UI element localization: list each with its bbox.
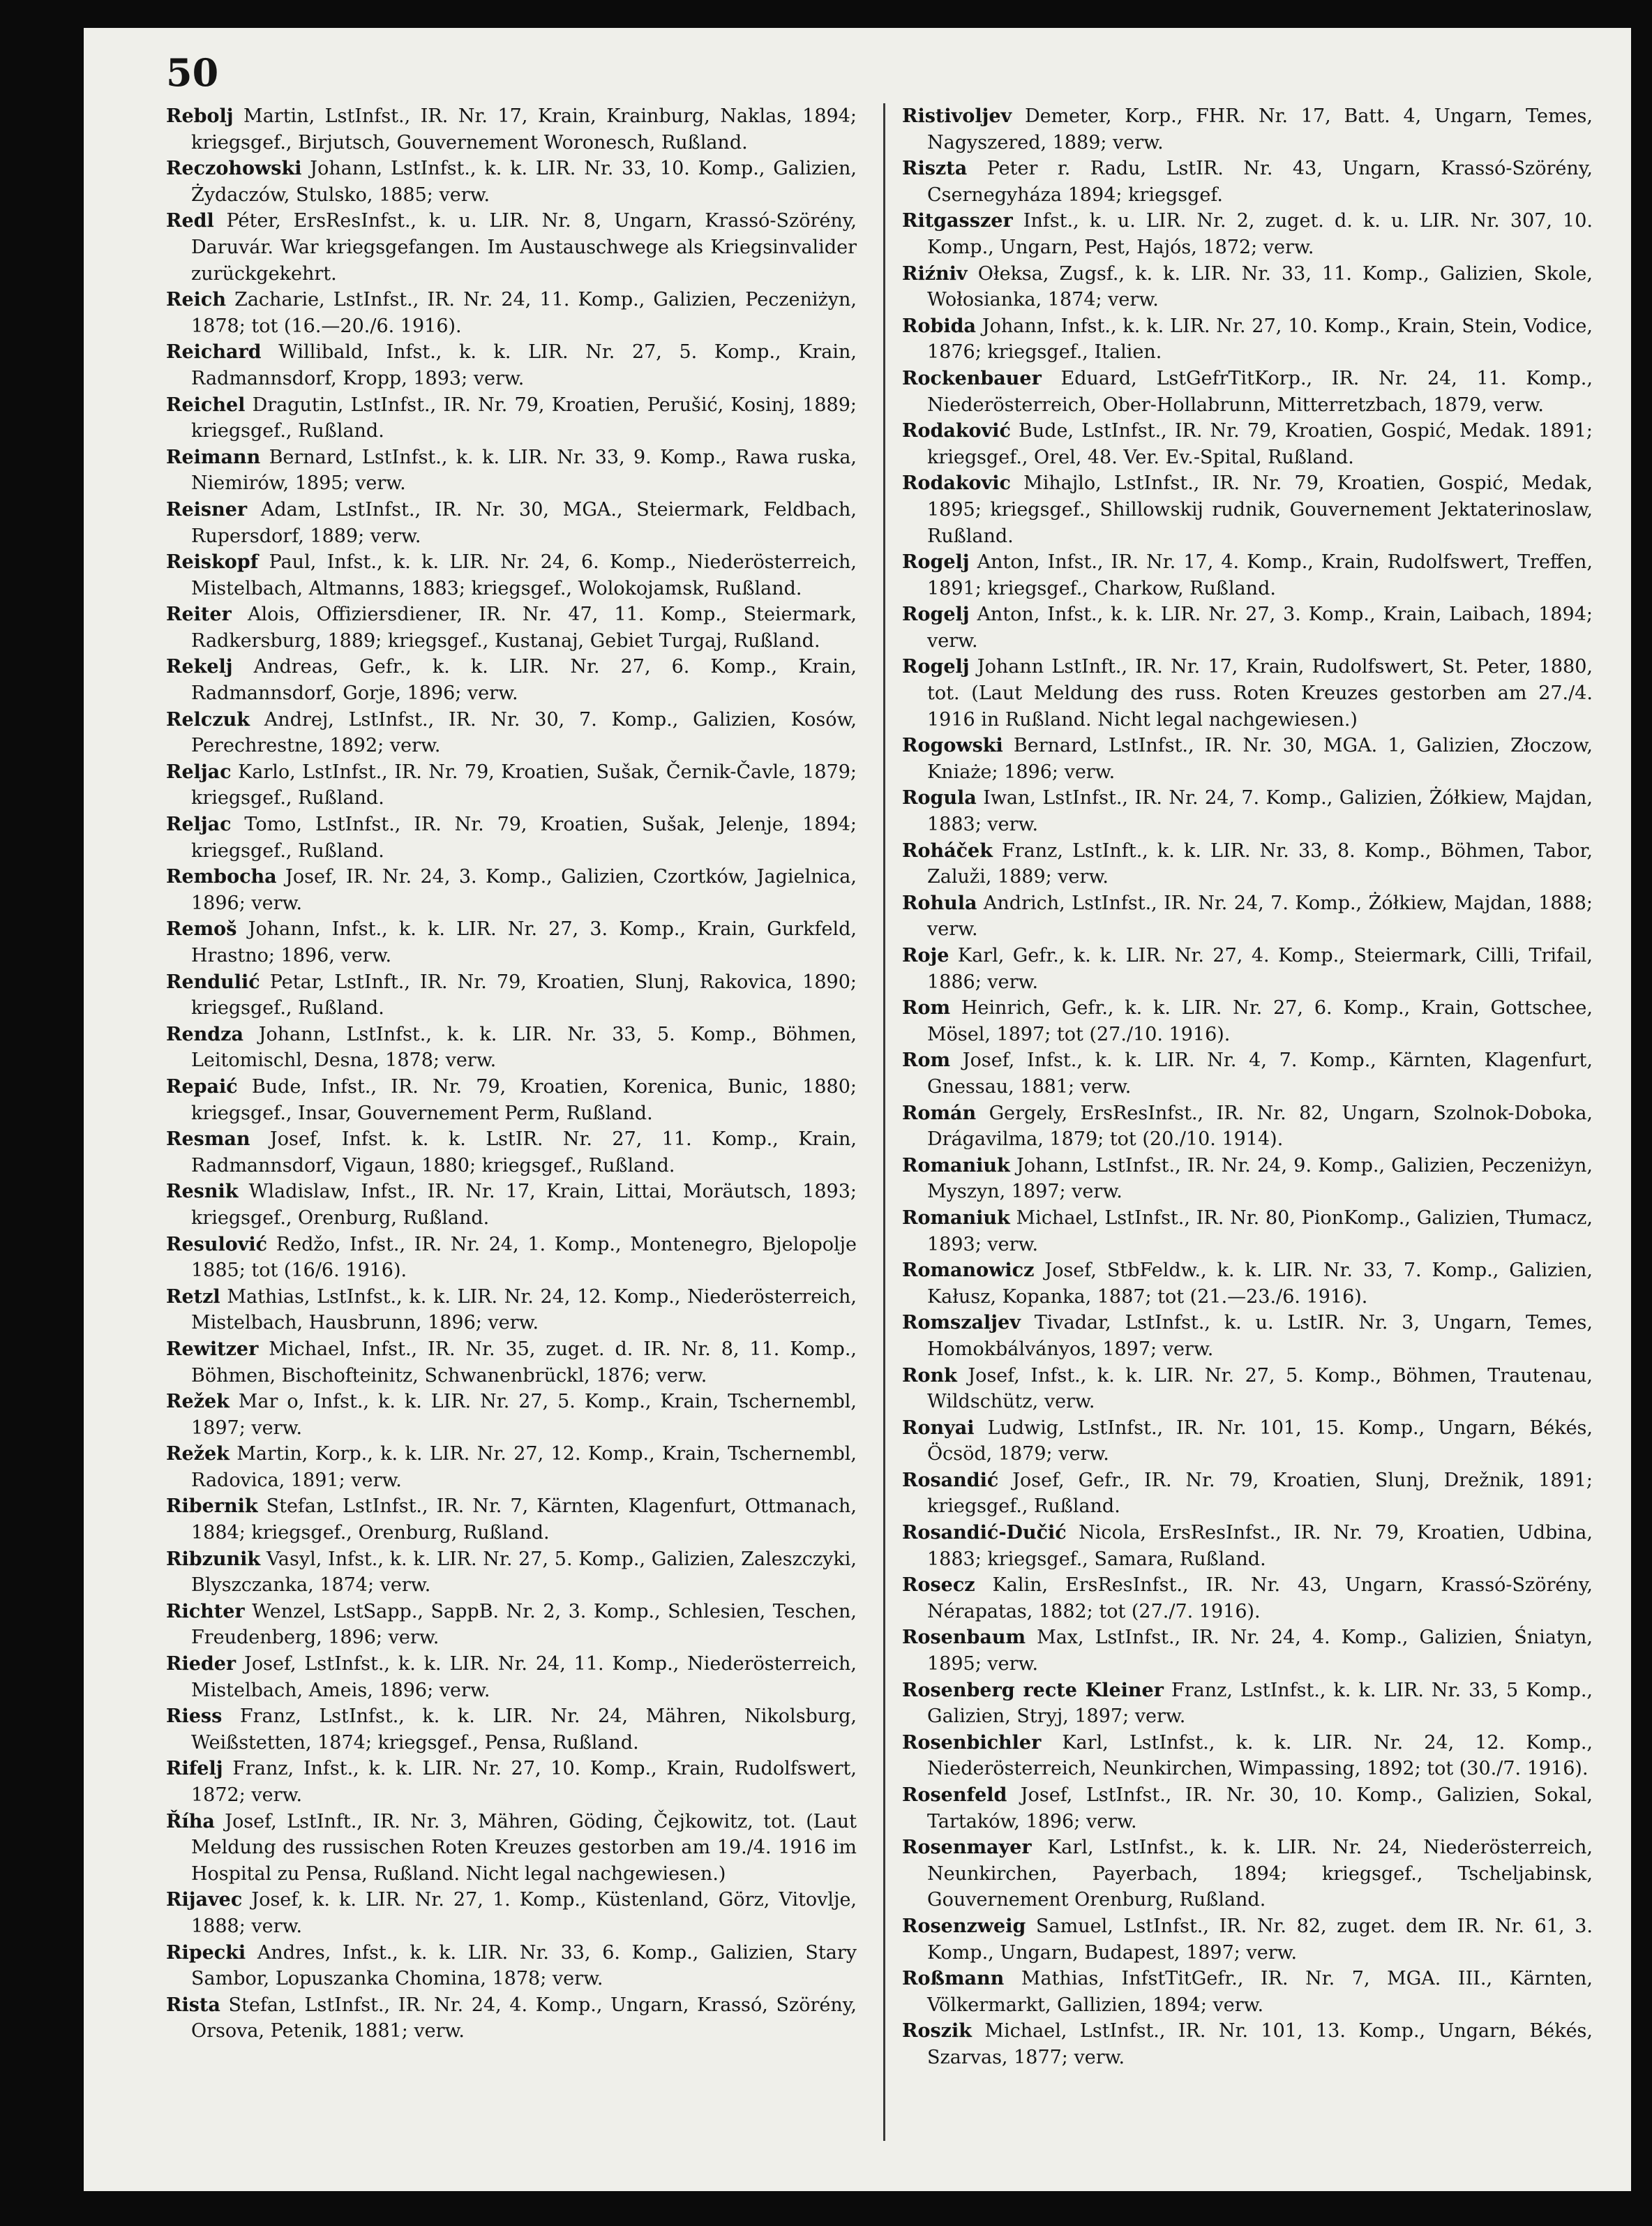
list-item: [902, 1913, 1593, 1966]
entry-text: Heinrich, Gefr., k. k. LIR. Nr. 27, 6. Komp., Krain, Gottschee, Mösel, 1897; tot (27./10. 1916).: [927, 997, 1593, 1045]
list-item: [902, 654, 1593, 733]
list-item: [902, 785, 1593, 837]
list-item: [166, 1703, 857, 1756]
entry-name: Repaić: [166, 1075, 238, 1098]
entry-name: Rosenbichler: [902, 1731, 1042, 1754]
list-item: [166, 1441, 857, 1493]
list-item: [166, 1992, 857, 2045]
entry-text: Michael, Infst., IR. Nr. 35, zuget. d. IR. Nr. 8, 11. Komp., Böhmen, Bischofteinitz, Schwanenbrückl, 1876; verw.: [191, 1338, 857, 1387]
entry-text: Johann LstInft., IR. Nr. 17, Krain, Rudolfswert, St. Peter, 1880, tot. (Laut Meldung des russ. Roten Kreuzes gestorben am 27./4. 1916 in Rußland. Nicht legal nachgewiesen.): [927, 656, 1593, 731]
list-item: [902, 1153, 1593, 1205]
entry-text: Paul, Infst., k. k. LIR. Nr. 24, 6. Komp., Niederösterreich, Mistelbach, Altmanns, 1883; kriegsgef., Wolokojamsk, Rußland.: [191, 551, 857, 599]
list-item: [902, 366, 1593, 418]
entry-name: Román: [902, 1102, 977, 1124]
list-item: [166, 287, 857, 339]
entry-text: Adam, LstInfst., IR. Nr. 30, MGA., Steiermark, Feldbach, Rupersdorf, 1889; verw.: [191, 498, 857, 547]
list-item: [166, 1599, 857, 1651]
list-item: [902, 313, 1593, 366]
entry-name: Rosenzweig: [902, 1915, 1026, 1937]
entry-name: Ritgasszer: [902, 210, 1013, 232]
entry-name: Reichel: [166, 394, 246, 416]
entry-text: Josef, StbFeldw., k. k. LIR. Nr. 33, 7. Komp., Galizien, Kałusz, Kopanka, 1887; tot (21.—23./6. 1916).: [927, 1260, 1593, 1308]
entry-text: Bude, LstInfst., IR. Nr. 79, Kroatien, Gospić, Medak. 1891; kriegsgef., Orel, 48. Ver. Ev.-Spital, Rußland.: [927, 420, 1593, 468]
list-item: [902, 549, 1593, 602]
entry-name: Rogula: [902, 787, 977, 809]
entry-text: Peter r. Radu, LstIR. Nr. 43, Ungarn, Krassó-Szörény, Csernegyháza 1894; kriegsgef.: [927, 158, 1593, 206]
entry-name: Rogowski: [902, 735, 1003, 757]
entry-name: Riszta: [902, 158, 968, 180]
entry-name: Rewitzer: [166, 1338, 259, 1360]
list-item: [902, 890, 1593, 943]
entry-text: Johann, LstInfst., k. k. LIR. Nr. 33, 10. Komp., Galizien, Żydaczów, Stulsko, 1885; verw.: [191, 158, 857, 206]
list-item: [902, 602, 1593, 654]
entry-text: Stefan, LstInfst., IR. Nr. 24, 4. Komp., Ungarn, Krassó, Szörény, Orsova, Petenik, 1881; verw.: [191, 1994, 857, 2042]
entry-text: Josef, Infst. k. k. LstIR. Nr. 27, 11. Komp., Krain, Radmannsdorf, Vigaun, 1880; kriegsgef., Rußland.: [191, 1128, 857, 1177]
entry-name: Rendza: [166, 1023, 243, 1045]
entry-text: Johann, LstInfst., IR. Nr. 24, 9. Komp., Galizien, Peczeniżyn, Myszyn, 1897; verw.: [927, 1154, 1593, 1203]
list-item: [902, 1467, 1593, 1520]
entry-name: Reisner: [166, 498, 248, 521]
list-item: [166, 1284, 857, 1336]
list-item: [166, 1756, 857, 1808]
entry-name: Remoš: [166, 918, 237, 941]
entry-text: Anton, Infst., IR. Nr. 17, 4. Komp., Krain, Rudolfswert, Treffen, 1891; kriegsgef., Charkow, Rußland.: [927, 551, 1593, 599]
list-item: [166, 1887, 857, 1939]
entry-text: Martin, Korp., k. k. LIR. Nr. 27, 12. Komp., Krain, Tschernembl, Radovica, 1891; verw.: [191, 1443, 857, 1491]
list-item: [902, 261, 1593, 313]
entry-text: Kalin, ErsResInfst., IR. Nr. 43, Ungarn, Krassó-Szörény, Nérapatas, 1882; tot (27./7. 1916).: [927, 1574, 1593, 1622]
entry-text: Max, LstInfst., IR. Nr. 24, 4. Komp., Galizien, Śniatyn, 1895; verw.: [927, 1627, 1593, 1675]
entry-text: Infst., k. u. LIR. Nr. 2, zuget. d. k. u. LIR. Nr. 307, 10. Komp., Ungarn, Pest, Hajós, 1872; verw.: [927, 210, 1593, 258]
entry-text: Anton, Infst., k. k. LIR. Nr. 27, 3. Komp., Krain, Laibach, 1894; verw.: [927, 604, 1593, 652]
entry-text: Martin, LstInfst., IR. Nr. 17, Krain, Krainburg, Naklas, 1894; kriegsgef., Birjutsch, Gouvernement Woronesch, Rußland.: [191, 105, 857, 154]
entry-name: Rosenmayer: [902, 1837, 1032, 1859]
entry-text: Nicola, ErsResInfst., IR. Nr. 79, Kroatien, Udbina, 1883; kriegsgef., Samara, Rußland.: [927, 1522, 1593, 1570]
scan-border-bottom: [0, 2191, 1652, 2226]
entry-text: Mar o, Infst., k. k. LIR. Nr. 27, 5. Komp., Krain, Tschernembl, 1897; verw.: [191, 1391, 857, 1439]
entry-text: Johann, Infst., k. k. LIR. Nr. 27, 3. Komp., Krain, Gurkfeld, Hrastno; 1896, verw.: [191, 918, 857, 966]
entry-text: Wladislaw, Infst., IR. Nr. 17, Krain, Littai, Moräutsch, 1893; kriegsgef., Orenburg, Rußland.: [191, 1181, 857, 1229]
entry-name: Režek: [166, 1443, 230, 1465]
entry-text: Josef, Infst., k. k. LIR. Nr. 4, 7. Komp., Kärnten, Klagenfurt, Gnessau, 1881; verw.: [927, 1049, 1593, 1098]
entry-name: Riess: [166, 1705, 223, 1728]
entry-name: Reljac: [166, 814, 232, 836]
list-item: [166, 969, 857, 1022]
list-item: [902, 1782, 1593, 1835]
list-item: [166, 156, 857, 208]
entry-name: Riźniv: [902, 262, 968, 285]
entry-name: Robida: [902, 315, 976, 337]
entry-text: Bernard, LstInfst., k. k. LIR. Nr. 33, 9. Komp., Rawa ruska, Niemirów, 1895; verw.: [191, 446, 857, 495]
list-item: [902, 1205, 1593, 1257]
list-item: [166, 1336, 857, 1389]
entry-name: Ribernik: [166, 1495, 258, 1518]
entry-name: Ristivoljev: [902, 105, 1012, 127]
entry-name: Retzl: [166, 1285, 220, 1308]
entry-name: Rosecz: [902, 1574, 975, 1597]
list-item: [902, 1310, 1593, 1362]
entry-text: Iwan, LstInfst., IR. Nr. 24, 7. Komp., Galizien, Żółkiew, Majdan, 1883; verw.: [927, 787, 1593, 836]
entry-name: Romaniuk: [902, 1154, 1010, 1177]
entry-name: Reiskopf: [166, 551, 259, 574]
right-column: [902, 103, 1593, 2071]
entry-text: Josef, IR. Nr. 24, 3. Komp., Galizien, Czortków, Jagielnica, 1896; verw.: [191, 866, 857, 914]
list-item: [166, 1232, 857, 1284]
list-item: [902, 1100, 1593, 1153]
entry-name: Ripecki: [166, 1941, 246, 1964]
list-item: [166, 1022, 857, 1074]
entry-name: Rosenberg recte Kleiner: [902, 1679, 1164, 1701]
entry-text: Eduard, LstGefrTitKorp., IR. Nr. 24, 11. Komp., Niederösterreich, Ober-Hollabrunn, Mitterretzbach, 1879, verw.: [927, 367, 1593, 416]
entry-text: Stefan, LstInfst., IR. Nr. 7, Kärnten, Klagenfurt, Ottmanach, 1884; kriegsgef., Orenburg, Rußland.: [191, 1495, 857, 1544]
list-item: [166, 602, 857, 654]
list-item: [166, 1074, 857, 1126]
list-item: [166, 497, 857, 549]
entry-name: Rodaković: [902, 420, 1011, 442]
entry-name: Rogelj: [902, 656, 970, 678]
entry-text: Josef, LstInfst., IR. Nr. 30, 10. Komp., Galizien, Sokal, Tartaków, 1896; verw.: [927, 1784, 1593, 1832]
entry-name: Relczuk: [166, 708, 250, 731]
entry-name: Resnik: [166, 1181, 239, 1203]
entry-text: Dragutin, LstInfst., IR. Nr. 79, Kroatien, Perušić, Kosinj, 1889; kriegsgef., Rußland.: [191, 394, 857, 442]
entry-name: Rendulić: [166, 971, 260, 993]
list-item: [902, 838, 1593, 890]
list-item: [902, 1415, 1593, 1467]
list-item: [902, 1257, 1593, 1310]
entry-name: Resulović: [166, 1233, 268, 1255]
entry-text: Karl, LstInfst., k. k. LIR. Nr. 24, 12. Komp., Niederösterreich, Neunkirchen, Wimpassing, 1892; tot (30./7. 1916).: [927, 1731, 1593, 1780]
list-item: [902, 1678, 1593, 1730]
entry-name: Rijavec: [166, 1889, 243, 1911]
entry-text: Andres, Infst., k. k. LIR. Nr. 33, 6. Komp., Galizien, Stary Sambor, Lopuszanka Chomina, 1878; verw.: [191, 1941, 857, 1990]
list-item: [166, 445, 857, 497]
page-number: 50: [166, 50, 219, 95]
entry-text: Tomo, LstInfst., IR. Nr. 79, Kroatien, Sušak, Jelenje, 1894; kriegsgef., Rußland.: [191, 814, 857, 862]
entry-text: Franz, LstInfst., k. k. LIR. Nr. 24, Mähren, Nikolsburg, Weißstetten, 1874; kriegsgef., Pensa, Rußland.: [191, 1705, 857, 1754]
entry-text: Michael, LstInfst., IR. Nr. 80, PionKomp., Galizien, Tłumacz, 1893; verw.: [927, 1207, 1593, 1255]
entry-name: Romanowicz: [902, 1260, 1035, 1282]
list-item: [166, 864, 857, 916]
entry-text: Karl, LstInfst., k. k. LIR. Nr. 24, Niederösterreich, Neunkirchen, Payerbach, 1894; kriegsgef., Tscheljabinsk, Gouvernement Orenburg, Rußland.: [927, 1837, 1593, 1911]
list-item: [166, 654, 857, 706]
entry-name: Rebolj: [166, 105, 234, 127]
entry-text: Andreas, Gefr., k. k. LIR. Nr. 27, 6. Komp., Krain, Radmannsdorf, Gorje, 1896; verw.: [191, 656, 857, 705]
entry-name: Rieder: [166, 1653, 236, 1675]
entry-text: Franz, LstInfst., k. k. LIR. Nr. 33, 5 Komp., Galizien, Stryj, 1897; verw.: [927, 1679, 1593, 1728]
list-item: [902, 1572, 1593, 1624]
entry-name: Ronyai: [902, 1417, 975, 1439]
left-column: [166, 103, 857, 2045]
list-item: [166, 208, 857, 287]
list-item: [902, 470, 1593, 549]
entry-name: Reich: [166, 289, 226, 311]
entry-name: Rogelj: [902, 551, 970, 574]
entry-text: Andrich, LstInfst., IR. Nr. 24, 7. Komp., Żółkiew, Majdan, 1888; verw.: [927, 892, 1593, 941]
entry-name: Rogelj: [902, 604, 970, 626]
list-item: [166, 1651, 857, 1703]
list-item: [902, 943, 1593, 995]
list-item: [166, 339, 857, 391]
entry-text: Demeter, Korp., FHR. Nr. 17, Batt. 4, Ungarn, Temes, Nagyszered, 1889; verw.: [927, 105, 1593, 154]
entry-name: Rista: [166, 1994, 220, 2016]
list-item: [902, 2018, 1593, 2070]
list-item: [902, 1966, 1593, 2018]
entry-name: Roßmann: [902, 1968, 1005, 1990]
list-item: [166, 1546, 857, 1599]
entry-name: Romszaljev: [902, 1312, 1021, 1334]
entry-name: Rom: [902, 997, 951, 1019]
scan-border-left: [0, 0, 84, 2226]
entry-name: Rembocha: [166, 866, 277, 888]
entry-text: Alois, Offiziersdiener, IR. Nr. 47, 11. Komp., Steiermark, Radkersburg, 1889; kriegsgef., Kustanaj, Gebiet Turgaj, Rußland.: [191, 604, 857, 652]
list-item: [166, 916, 857, 969]
scan-border-right: [1631, 0, 1652, 2226]
entry-text: Vasyl, Infst., k. k. LIR. Nr. 27, 5. Komp., Galizien, Zaleszczyki, Blyszczanka, 1874; verw.: [191, 1548, 857, 1597]
entry-text: Johann, Infst., k. k. LIR. Nr. 27, 10. Komp., Krain, Stein, Vodice, 1876; kriegsgef., Italien.: [927, 315, 1593, 364]
entry-text: Zacharie, LstInfst., IR. Nr. 24, 11. Komp., Galizien, Peczeniżyn, 1878; tot (16.—20./6. 1916).: [191, 289, 857, 337]
list-item: [166, 1493, 857, 1546]
entry-name: Říha: [166, 1810, 215, 1832]
entry-name: Rifelj: [166, 1758, 223, 1780]
entry-text: Bude, Infst., IR. Nr. 79, Kroatien, Korenica, Bunic, 1880; kriegsgef., Insar, Gouvernement Perm, Rußland.: [191, 1075, 857, 1124]
entry-text: Willibald, Infst., k. k. LIR. Nr. 27, 5. Komp., Krain, Radmannsdorf, Kropp, 1893; verw.: [191, 341, 857, 389]
entry-name: Rockenbauer: [902, 367, 1042, 389]
list-item: [902, 1363, 1593, 1415]
entry-text: Michael, LstInfst., IR. Nr. 101, 13. Komp., Ungarn, Békés, Szarvas, 1877; verw.: [927, 2020, 1593, 2068]
entry-name: Rom: [902, 1049, 951, 1072]
entry-name: Reiter: [166, 604, 232, 626]
list-item: [902, 156, 1593, 208]
list-item: [166, 1126, 857, 1179]
entry-text: Mihajlo, LstInfst., IR. Nr. 79, Kroatien, Gospić, Medak, 1895; kriegsgef., Shillowskij rudnik, Gouvernement Jektaterinoslaw, Rußland.: [927, 472, 1593, 547]
entry-text: Josef, k. k. LIR. Nr. 27, 1. Komp., Küstenland, Görz, Vitovlje, 1888; verw.: [191, 1889, 857, 1937]
list-item: [166, 1179, 857, 1231]
scan-border-top: [0, 0, 1652, 28]
entry-name: Rekelj: [166, 656, 233, 678]
list-item: [166, 1940, 857, 1992]
entry-name: Roháček: [902, 839, 993, 862]
entry-text: Karl, Gefr., k. k. LIR. Nr. 27, 4. Komp., Steiermark, Cilli, Trifail, 1886; verw.: [927, 945, 1593, 993]
list-item: [902, 103, 1593, 156]
entry-name: Richter: [166, 1600, 245, 1622]
list-item: [166, 707, 857, 759]
entry-text: Bernard, LstInfst., IR. Nr. 30, MGA. 1, Galizien, Złoczow, Kniaże; 1896; verw.: [927, 735, 1593, 783]
list-item: [902, 1624, 1593, 1677]
entry-name: Roje: [902, 945, 949, 966]
list-item: [166, 1389, 857, 1441]
entry-name: Režek: [166, 1391, 230, 1413]
entry-name: Roszik: [902, 2020, 972, 2042]
entry-name: Reichard: [166, 341, 262, 364]
list-item: [902, 1730, 1593, 1782]
list-item: [166, 759, 857, 812]
entry-text: Samuel, LstInfst., IR. Nr. 82, zuget. dem IR. Nr. 61, 3. Komp., Ungarn, Budapest, 1897; verw.: [927, 1915, 1593, 1964]
entry-name: Redl: [166, 210, 214, 232]
list-item: [902, 995, 1593, 1047]
entry-name: Rosandić-Dučić: [902, 1522, 1067, 1544]
entry-name: Rohula: [902, 892, 977, 914]
entry-text: Andrej, LstInfst., IR. Nr. 30, 7. Komp., Galizien, Kosów, Perechrestne, 1892; verw.: [191, 708, 857, 757]
entry-text: Mathias, InfstTitGefr., IR. Nr. 7, MGA. III., Kärnten, Völkermarkt, Gallizien, 1894; verw.: [927, 1968, 1593, 2016]
entry-text: Johann, LstInfst., k. k. LIR. Nr. 33, 5. Komp., Böhmen, Leitomischl, Desna, 1878; verw.: [191, 1023, 857, 1072]
list-item: [166, 392, 857, 445]
entry-text: Franz, LstInft., k. k. LIR. Nr. 33, 8. Komp., Böhmen, Tabor, Zaluži, 1889; verw.: [927, 839, 1593, 888]
entry-text: Josef, Gefr., IR. Nr. 79, Kroatien, Slunj, Drežnik, 1891; kriegsgef., Rußland.: [927, 1469, 1593, 1518]
entry-text: Redžo, Infst., IR. Nr. 24, 1. Komp., Montenegro, Bjelopolje 1885; tot (16/6. 1916).: [191, 1233, 857, 1282]
list-item: [902, 208, 1593, 260]
list-item: [902, 733, 1593, 785]
entry-text: Petar, LstInft., IR. Nr. 79, Kroatien, Slunj, Rakovica, 1890; kriegsgef., Rußland.: [191, 971, 857, 1019]
entry-text: Wenzel, LstSapp., SappB. Nr. 2, 3. Komp., Schlesien, Teschen, Freudenberg, 1896; verw.: [191, 1600, 857, 1649]
entry-name: Reljac: [166, 761, 232, 783]
entry-text: Gergely, ErsResInfst., IR. Nr. 82, Ungarn, Szolnok-Doboka, Drágavilma, 1879; tot (20./10. 1914).: [927, 1102, 1593, 1151]
entry-text: Josef, Infst., k. k. LIR. Nr. 27, 5. Komp., Böhmen, Trautenau, Wildschütz, verw.: [927, 1364, 1593, 1413]
list-item: [902, 1047, 1593, 1100]
list-item: [166, 1809, 857, 1888]
column-divider: [883, 103, 885, 2141]
list-item: [166, 812, 857, 864]
entry-name: Rosandić: [902, 1469, 999, 1491]
entry-name: Rosenfeld: [902, 1784, 1007, 1806]
list-item: [166, 549, 857, 602]
entry-name: Ronk: [902, 1364, 957, 1387]
entry-name: Reimann: [166, 446, 261, 468]
entry-text: Karlo, LstInfst., IR. Nr. 79, Kroatien, Sušak, Černik-Čavle, 1879; kriegsgef., Rußland.: [191, 761, 857, 809]
entry-text: Péter, ErsResInfst., k. u. LIR. Nr. 8, Ungarn, Krassó-Szörény, Daruvár. War kriegsgefangen. Im Austauschwege als Kriegsinvalider zurückgekehrt.: [191, 210, 857, 285]
entry-name: Romaniuk: [902, 1207, 1010, 1229]
entry-name: Reczohowski: [166, 158, 302, 180]
list-item: [166, 103, 857, 156]
entry-name: Rodakovic: [902, 472, 1011, 495]
list-item: [902, 1835, 1593, 1913]
list-item: [902, 1520, 1593, 1572]
entry-text: Mathias, LstInfst., k. k. LIR. Nr. 24, 12. Komp., Niederösterreich, Mistelbach, Hausbrunn, 1896; verw.: [191, 1285, 857, 1334]
entry-text: Tivadar, LstInfst., k. u. LstIR. Nr. 3, Ungarn, Temes, Homokbálványos, 1897; verw.: [927, 1312, 1593, 1360]
entry-text: Ołeksa, Zugsf., k. k. LIR. Nr. 33, 11. Komp., Galizien, Skole, Wołosianka, 1874; verw.: [927, 262, 1593, 311]
entry-name: Ribzunik: [166, 1548, 261, 1570]
entry-text: Josef, LstInfst., k. k. LIR. Nr. 24, 11. Komp., Niederösterreich, Mistelbach, Ameis, 1896; verw.: [191, 1653, 857, 1701]
entry-name: Rosenbaum: [902, 1627, 1026, 1649]
entry-name: Resman: [166, 1128, 250, 1151]
entry-text: Franz, Infst., k. k. LIR. Nr. 27, 10. Komp., Krain, Rudolfswert, 1872; verw.: [191, 1758, 857, 1806]
entry-text: Josef, LstInft., IR. Nr. 3, Mähren, Göding, Čejkowitz, tot. (Laut Meldung des russischen Roten Kreuzes gestorben am 19./4. 1916 im Hospital zu Pensa, Rußland. Nicht legal nachgewiesen.): [191, 1810, 857, 1885]
list-item: [902, 418, 1593, 470]
entry-text: Ludwig, LstInfst., IR. Nr. 101, 15. Komp., Ungarn, Békés, Öcsöd, 1879; verw.: [927, 1417, 1593, 1465]
